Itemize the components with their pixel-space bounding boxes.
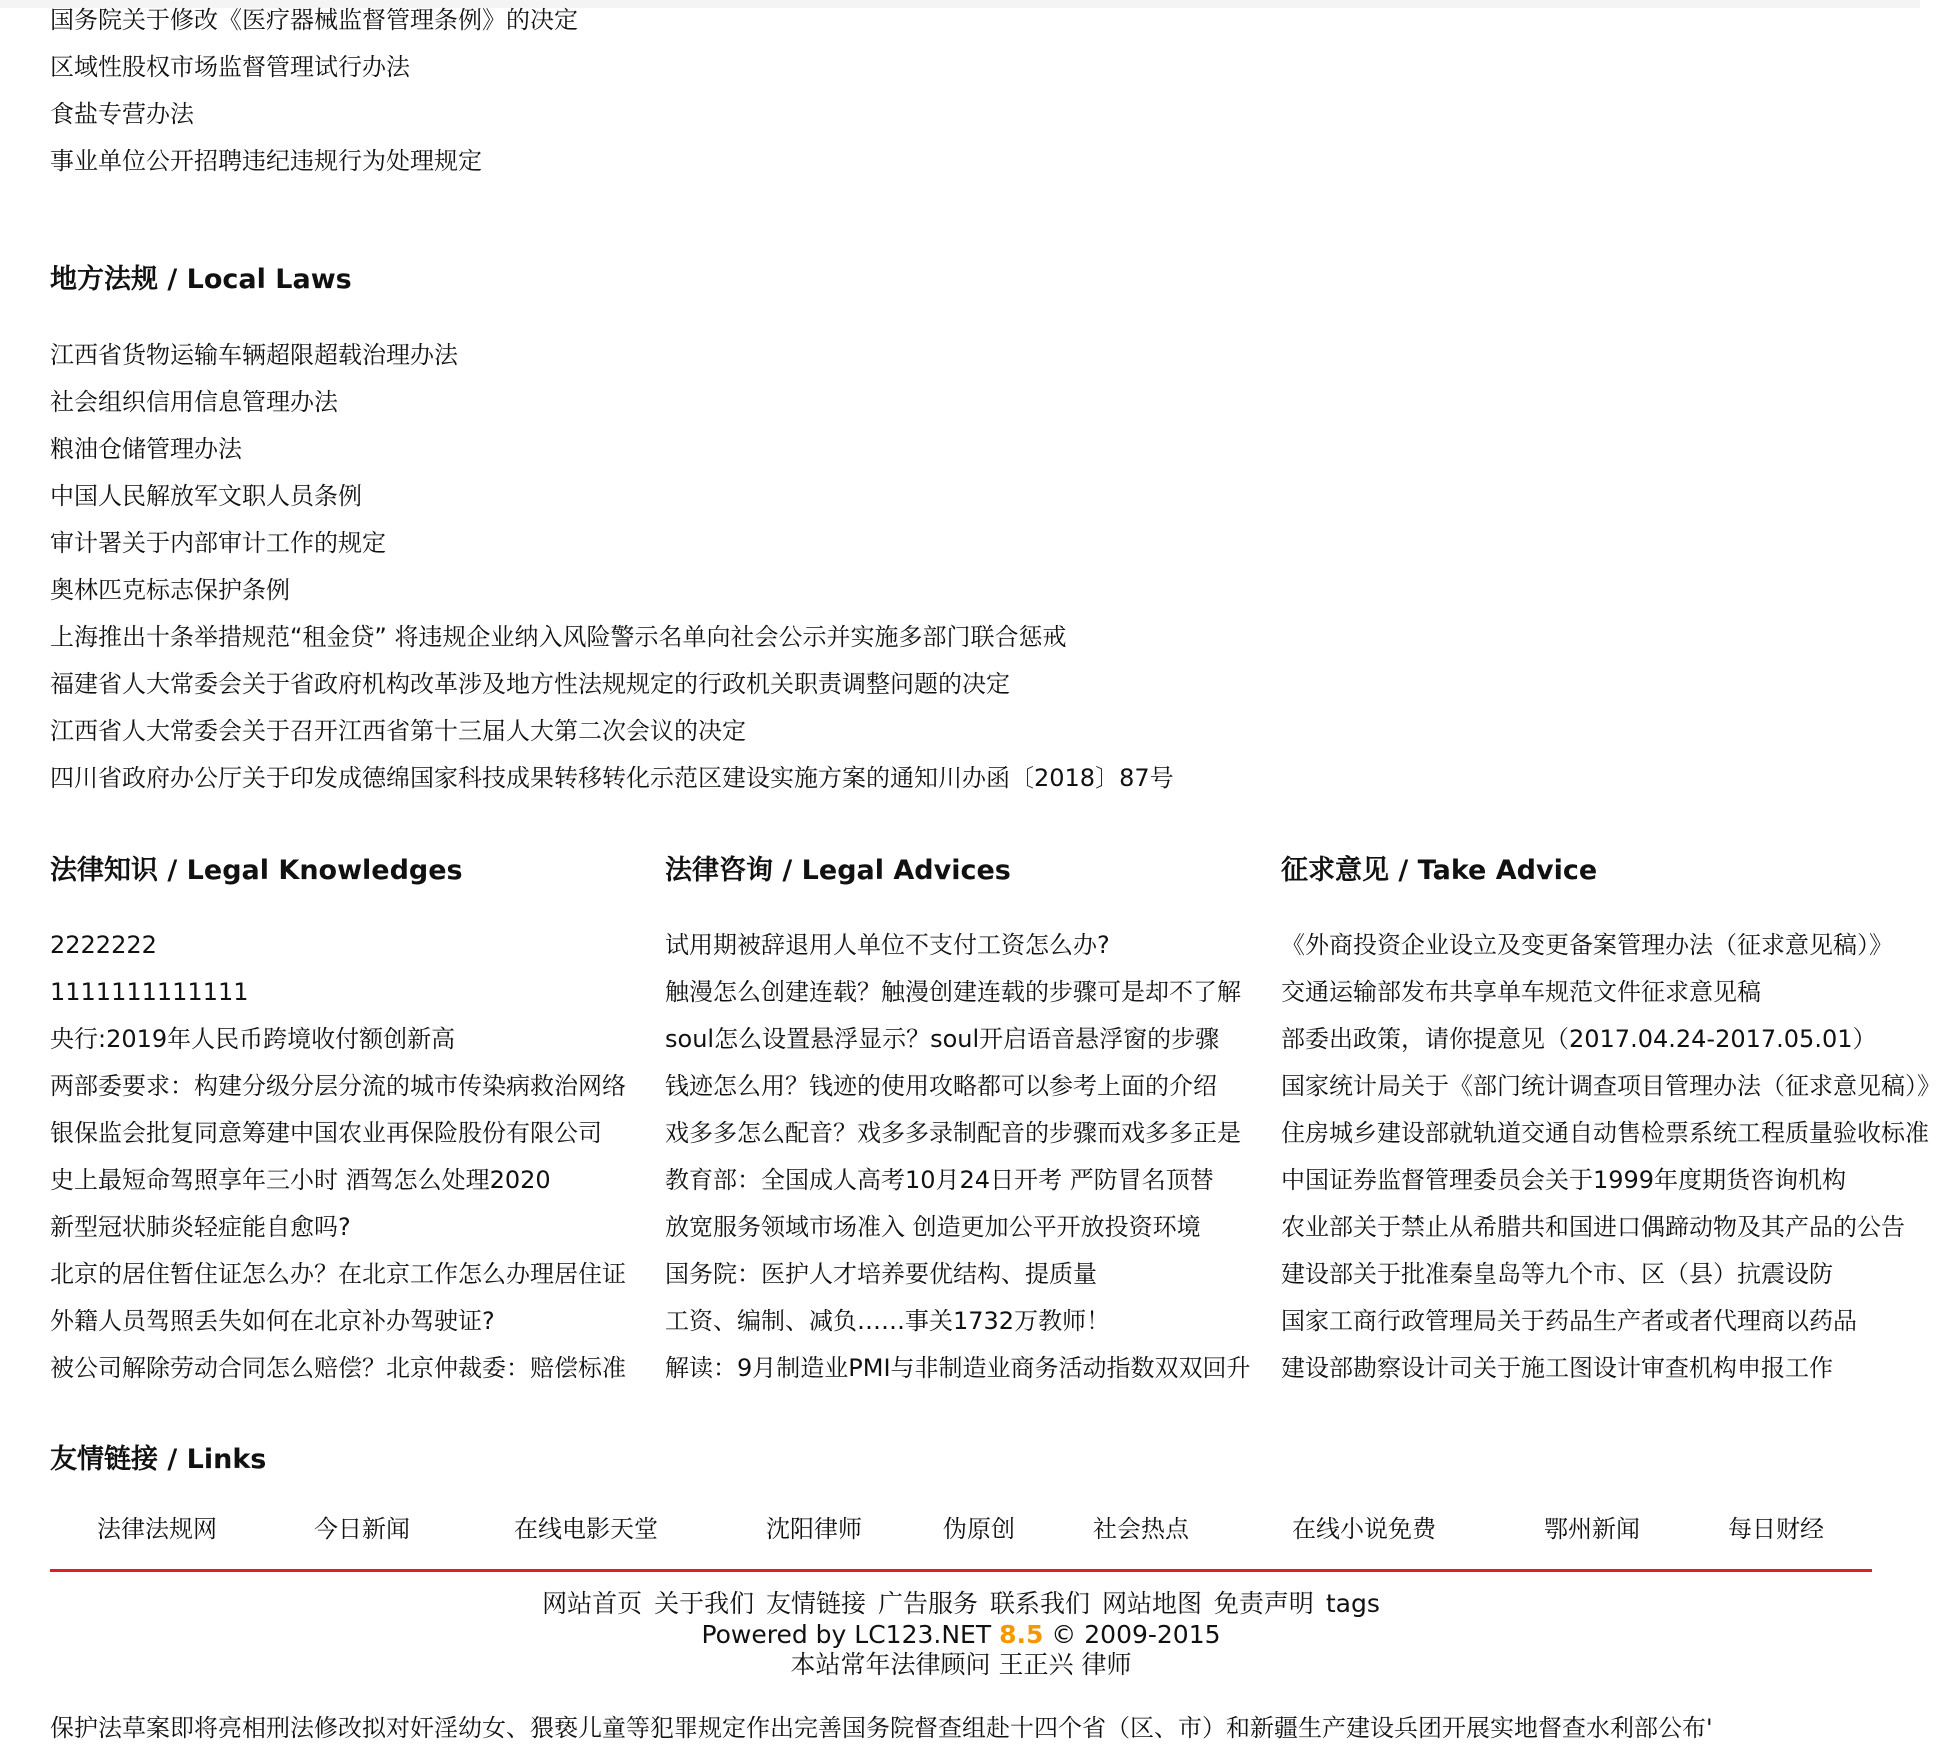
section-title-en: Links [186,1444,267,1475]
list-item[interactable]: 1111111111111 [50,978,249,1006]
list-item[interactable]: 外籍人员驾照丢失如何在北京补办驾驶证? [50,1307,495,1335]
list-item[interactable]: 建设部勘察设计司关于施工图设计审查机构申报工作 [1281,1354,1833,1382]
list-item[interactable]: 银保监会批复同意筹建中国农业再保险股份有限公司 [50,1119,602,1147]
list-item[interactable]: 住房城乡建设部就轨道交通自动售检票系统工程质量验收标准 [1281,1119,1929,1147]
list-item[interactable]: 史上最短命驾照享年三小时 酒驾怎么处理2020 [50,1166,551,1194]
list-item[interactable]: 两部委要求：构建分级分层分流的城市传染病救治网络 [50,1072,626,1100]
list-item[interactable]: 上海推出十条举措规范“租金贷” 将违规企业纳入风险警示名单向社会公示并实施多部门联合惩戒 [50,623,1067,651]
list-item[interactable]: 国务院关于修改《医疗器械监督管理条例》的决定 [50,6,578,34]
links-title [50,1440,266,1480]
section-title-cn: 友情链接 [50,1444,158,1475]
friend-link[interactable]: 每日财经 [1728,1515,1824,1543]
friend-link[interactable]: 鄂州新闻 [1544,1515,1640,1543]
section-title-cn: 法律咨询 [665,855,773,886]
list-item[interactable]: 审计署关于内部审计工作的规定 [50,529,386,557]
list-item[interactable]: 放宽服务领域市场准入 创造更加公平开放投资环境 [665,1213,1201,1241]
list-item[interactable]: 粮油仓储管理办法 [50,435,242,463]
footer-link-contact[interactable]: 联系我们 [989,1589,1090,1618]
list-item[interactable]: 钱迹怎么用？钱迹的使用攻略都可以参考上面的介绍 [665,1072,1217,1100]
section-title-sep: / [773,855,802,886]
friend-link[interactable]: 在线小说免费 [1292,1515,1436,1543]
list-item[interactable]: 解读：9月制造业PMI与非制造业商务活动指数双双回升 [665,1354,1251,1382]
legal-counsel-note: 本站常年法律顾问 王正兴 律师 [790,1650,1132,1679]
list-item[interactable]: 触漫怎么创建连载？触漫创建连载的步骤可是却不了解 [665,978,1241,1006]
take-advice-title [1281,851,1597,891]
list-item[interactable]: 中国证券监督管理委员会关于1999年度期货咨询机构 [1281,1166,1847,1194]
list-item[interactable]: 央行:2019年人民币跨境收付额创新高 [50,1025,456,1053]
legal-knowledges-list [50,922,644,1392]
friend-links-row [50,1509,1872,1549]
list-item[interactable]: 福建省人大常委会关于省政府机构改革涉及地方性法规规定的行政机关职责调整问题的决定 [50,670,1010,698]
list-item[interactable]: 农业部关于禁止从希腊共和国进口偶蹄动物及其产品的公告 [1281,1213,1905,1241]
list-item[interactable]: 工资、编制、减负……事关1732万教师！ [665,1307,1111,1335]
local-laws-list [50,332,1300,802]
version-number: 8.5 [999,1620,1044,1649]
footer-link-about[interactable]: 关于我们 [654,1589,755,1618]
section-title-cn: 法律知识 [50,855,158,886]
list-item[interactable]: 2222222 [50,931,157,959]
friend-link[interactable]: 在线电影天堂 [514,1515,658,1543]
list-item[interactable]: 《外商投资企业设立及变更备案管理办法（征求意见稿）》 [1281,931,1893,959]
friend-link[interactable]: 沈阳律师 [766,1515,862,1543]
list-item[interactable]: 部委出政策，请你提意见（2017.04.24-2017.05.01） [1281,1025,1877,1053]
friend-link[interactable]: 法律法规网 [97,1515,217,1543]
footer-link-home[interactable]: 网站首页 [542,1589,643,1618]
section-title-sep: / [1389,855,1418,886]
powered-prefix: Powered by LC123.NET [701,1620,1000,1649]
list-item[interactable]: 国务院：医护人才培养要优结构、提质量 [665,1260,1097,1288]
list-item[interactable]: 江西省人大常委会关于召开江西省第十三届人大第二次会议的决定 [50,717,746,745]
footer-link-disclaimer[interactable]: 免责声明 [1213,1589,1314,1618]
section-title-sep: / [158,264,187,295]
footer-link-sitemap[interactable]: 网站地图 [1101,1589,1202,1618]
list-item[interactable]: 被公司解除劳动合同怎么赔偿？北京仲裁委：赔偿标准 [50,1354,626,1382]
footer-link-tags[interactable]: tags [1325,1589,1380,1618]
legal-knowledges-title [50,851,463,891]
footer-nav [50,1589,1872,1619]
national-laws-list [50,0,1872,185]
footer-divider [50,1569,1872,1572]
section-title-sep: / [158,1444,187,1475]
news-ticker[interactable]: 保护法草案即将亮相刑法修改拟对奸淫幼女、猥亵儿童等犯罪规定作出完善国务院督查组赴十四个省（区、市）和新疆生产建设兵团开展实地督查水利部公布' [50,1714,1713,1742]
take-advice-list [1281,922,1941,1392]
section-title-en: Legal Advices [801,855,1011,886]
list-item[interactable]: 事业单位公开招聘违纪违规行为处理规定 [50,147,482,175]
list-item[interactable]: soul怎么设置悬浮显示？soul开启语音悬浮窗的步骤 [665,1025,1220,1053]
list-item[interactable]: 区域性股权市场监督管理试行办法 [50,53,410,81]
friend-link[interactable]: 今日新闻 [314,1515,410,1543]
list-item[interactable]: 国家统计局关于《部门统计调查项目管理办法（征求意见稿）》 [1281,1072,1941,1100]
legal-advices-list [665,922,1259,1392]
list-item[interactable]: 教育部：全国成人高考10月24日开考 严防冒名顶替 [665,1166,1214,1194]
footer-link-ads[interactable]: 广告服务 [878,1589,979,1618]
copyright: © 2009-2015 [1043,1620,1221,1649]
powered-by [50,1620,1872,1650]
list-item[interactable]: 北京的居住暂住证怎么办？在北京工作怎么办理居住证 [50,1260,626,1288]
list-item[interactable]: 奥林匹克标志保护条例 [50,576,290,604]
friend-link[interactable]: 伪原创 [943,1515,1015,1543]
legal-advices-title [665,851,1011,891]
section-title-en: Legal Knowledges [186,855,463,886]
list-item[interactable]: 江西省货物运输车辆超限超载治理办法 [50,341,458,369]
list-item[interactable]: 国家工商行政管理局关于药品生产者或者代理商以药品 [1281,1307,1857,1335]
section-title-cn: 地方法规 [50,264,158,295]
section-title-en: Local Laws [186,264,352,295]
list-item[interactable]: 戏多多怎么配音？戏多多录制配音的步骤而戏多多正是 [665,1119,1241,1147]
section-title-sep: / [158,855,187,886]
list-item[interactable]: 中国人民解放军文职人员条例 [50,482,362,510]
list-item[interactable]: 新型冠状肺炎轻症能自愈吗? [50,1213,351,1241]
list-item[interactable]: 交通运输部发布共享单车规范文件征求意见稿 [1281,978,1761,1006]
section-title-en: Take Advice [1417,855,1598,886]
list-item[interactable]: 建设部关于批准秦皇岛等九个市、区（县）抗震设防 [1281,1260,1833,1288]
list-item[interactable]: 社会组织信用信息管理办法 [50,388,338,416]
list-item[interactable]: 四川省政府办公厅关于印发成德绵国家科技成果转移转化示范区建设实施方案的通知川办函〔2018〕87号 [50,764,1174,792]
footer-link-friends[interactable]: 友情链接 [766,1589,867,1618]
local-laws-title [50,260,352,300]
friend-link[interactable]: 社会热点 [1093,1515,1189,1543]
section-title-cn: 征求意见 [1281,855,1389,886]
list-item[interactable]: 食盐专营办法 [50,100,194,128]
list-item[interactable]: 试用期被辞退用人单位不支付工资怎么办? [665,931,1110,959]
